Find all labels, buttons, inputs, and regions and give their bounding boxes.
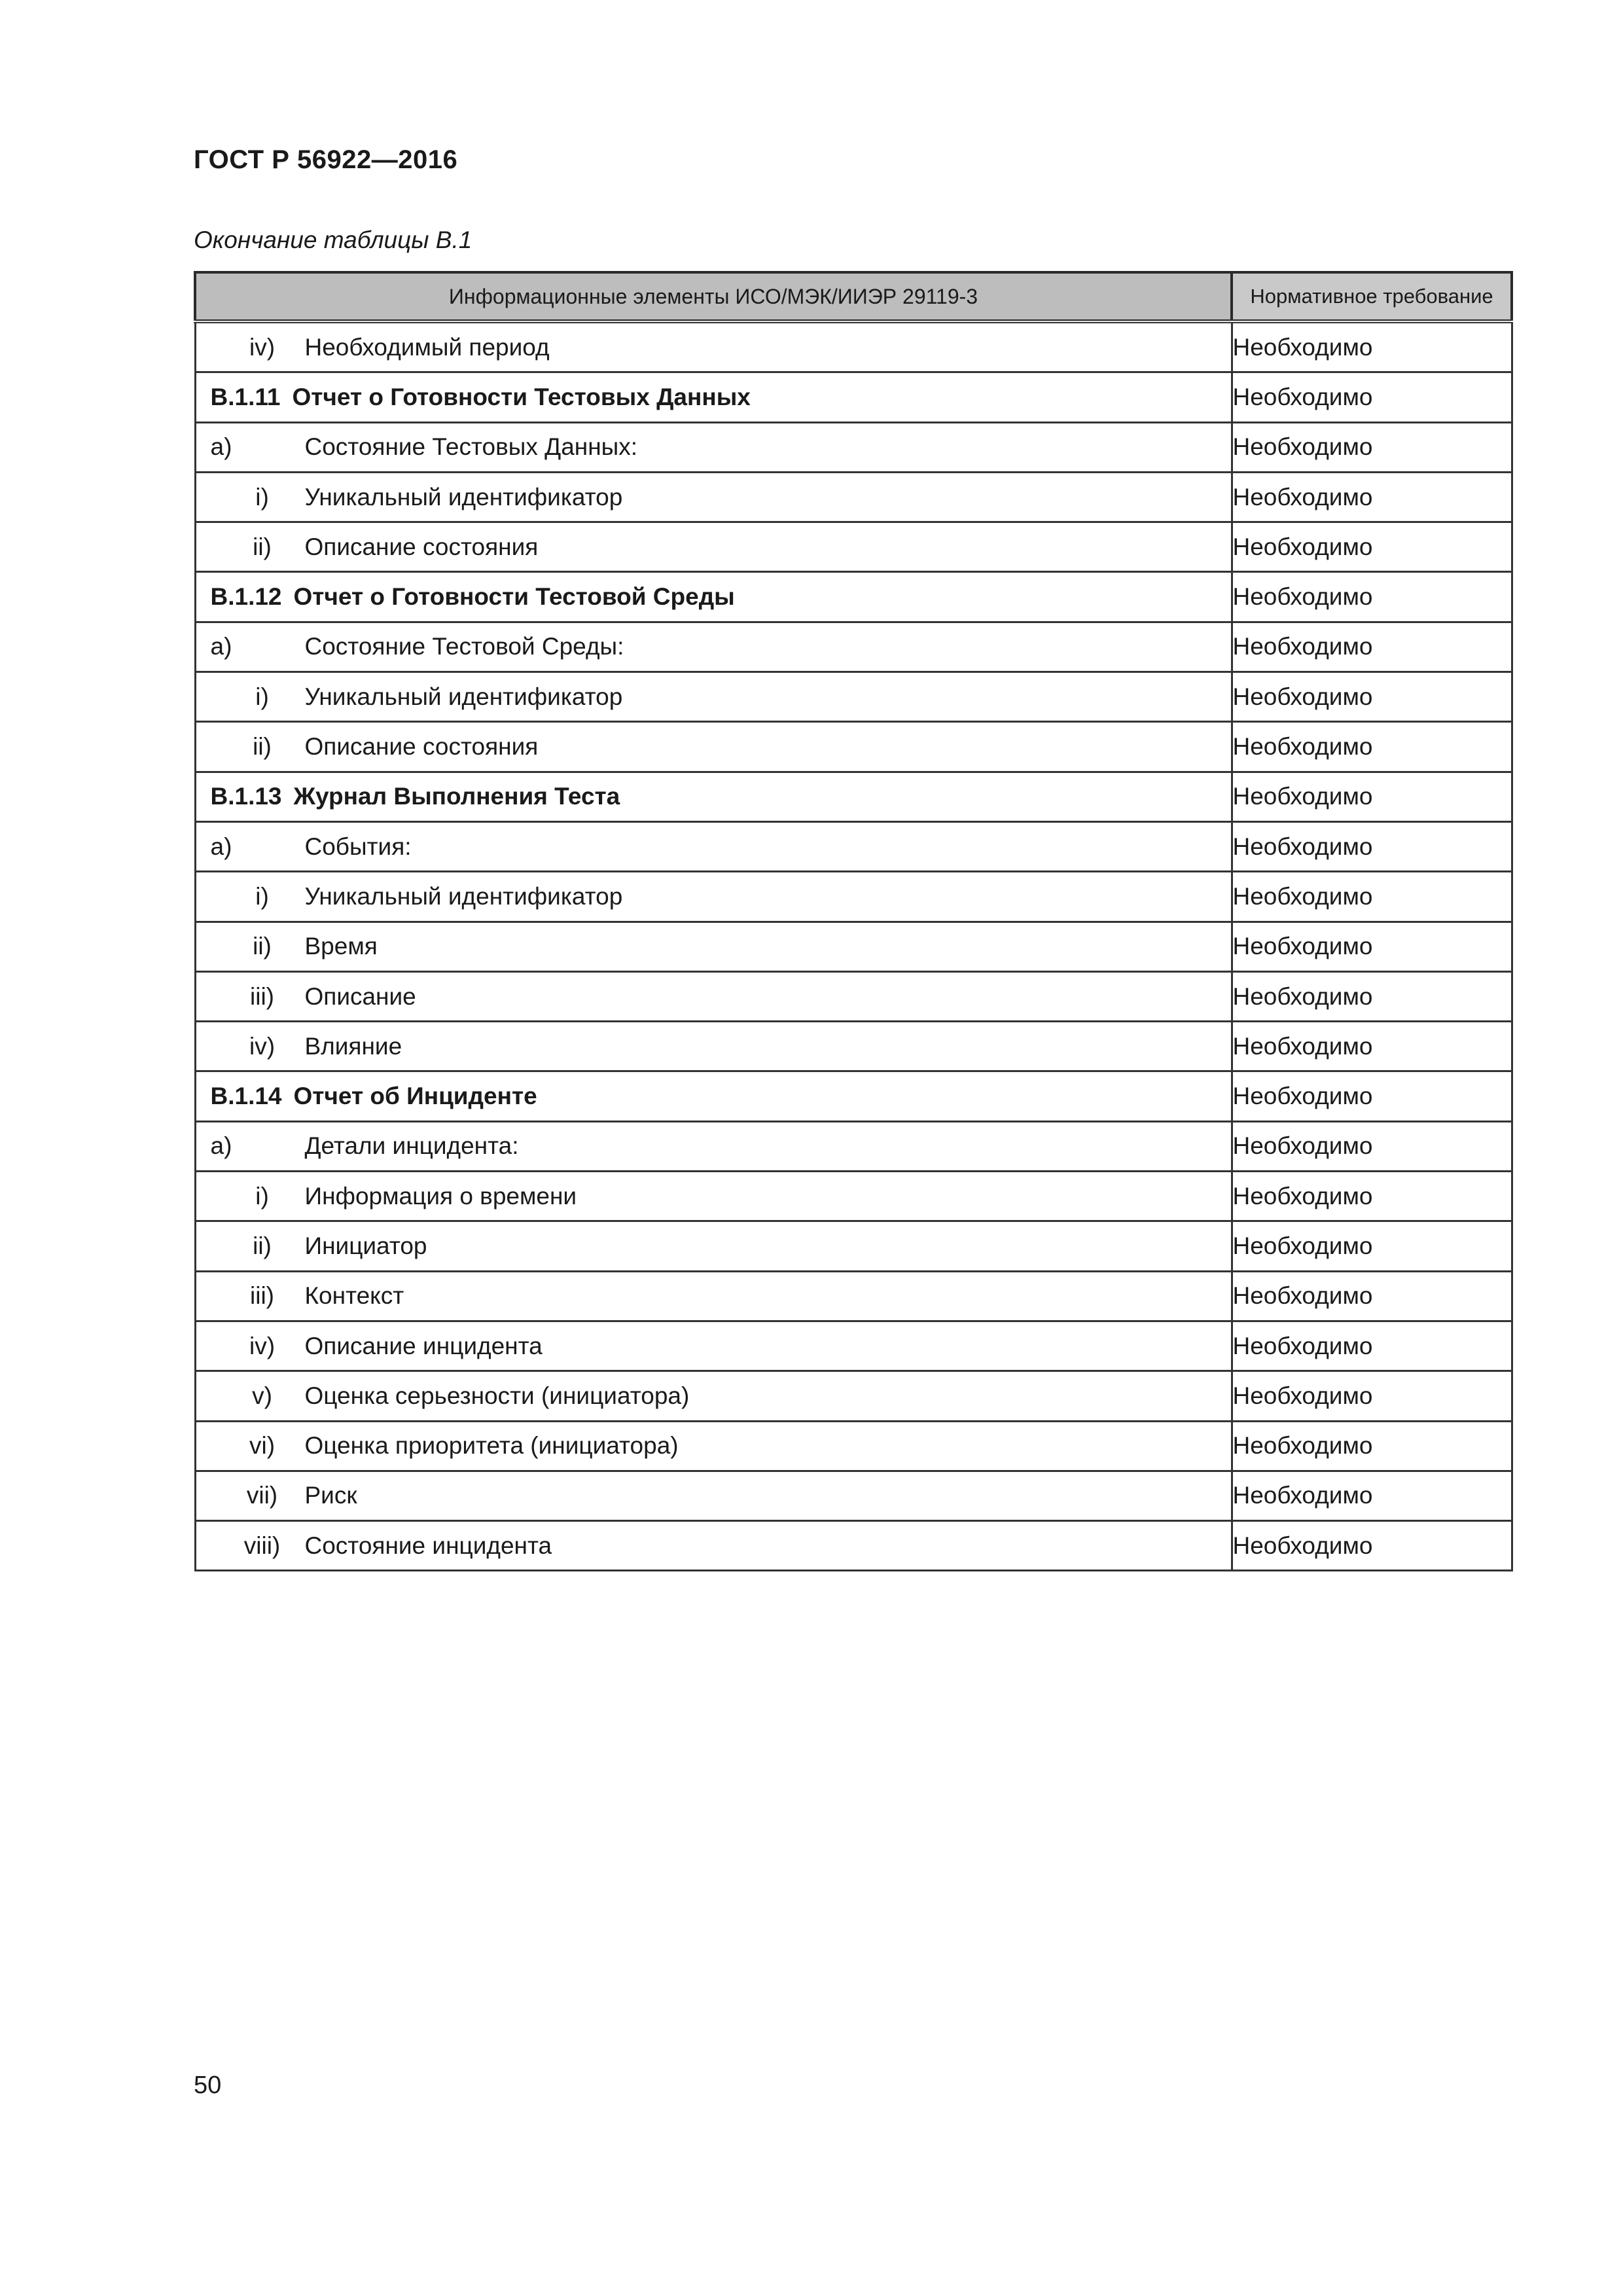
- element-label: Информация о времени: [304, 1182, 577, 1210]
- element-cell: [195, 572, 1232, 622]
- requirements-table: [194, 271, 1513, 1571]
- table-row: [195, 321, 1512, 372]
- list-marker: iv): [249, 333, 276, 361]
- section-title: Отчет о Готовности Тестовой Среды: [293, 583, 735, 611]
- requirement-cell: Необходимо: [1232, 522, 1512, 572]
- table-row: [195, 821, 1512, 871]
- element-cell: [195, 922, 1232, 971]
- element-cell-content: [196, 1072, 1231, 1120]
- section-heading: [211, 583, 735, 611]
- table-row: [195, 772, 1512, 821]
- requirement-cell: Необходимо: [1232, 372, 1512, 422]
- list-marker: iii): [250, 982, 274, 1010]
- element-cell: [195, 971, 1232, 1021]
- element-cell: [195, 722, 1232, 772]
- element-cell: [195, 1121, 1232, 1171]
- element-cell: [195, 1172, 1232, 1221]
- section-title: Отчет о Готовности Тестовых Данных: [292, 383, 751, 410]
- element-cell-content: [196, 623, 1231, 671]
- section-title: Отчет об Инциденте: [293, 1083, 537, 1110]
- element-label: Инициатор: [304, 1232, 427, 1259]
- table-header-row: [195, 272, 1512, 321]
- requirement-cell: Необходимо: [1232, 1471, 1512, 1520]
- section-heading: [211, 1083, 537, 1110]
- element-cell-content: [196, 872, 1231, 920]
- element-cell: [195, 772, 1232, 821]
- requirement-cell: Необходимо: [1232, 872, 1512, 922]
- table-row: [195, 672, 1512, 722]
- table-row: [195, 1521, 1512, 1571]
- element-cell: [195, 622, 1232, 672]
- table-caption: Окончание таблицы В.1: [194, 226, 473, 253]
- element-cell-content: [196, 1222, 1231, 1270]
- requirement-cell: Необходимо: [1232, 1271, 1512, 1321]
- element-cell-content: [196, 573, 1231, 620]
- element-label: Необходимый период: [304, 333, 550, 361]
- table-row: [195, 1121, 1512, 1171]
- element-label: Детали инцидента:: [304, 1132, 519, 1160]
- element-cell: [195, 522, 1232, 572]
- list-marker: ii): [253, 933, 272, 960]
- element-cell: [195, 1022, 1232, 1071]
- list-marker: ii): [253, 733, 272, 761]
- element-label: События:: [304, 833, 412, 860]
- element-label: Время: [304, 933, 378, 960]
- requirement-cell: Необходимо: [1232, 672, 1512, 722]
- table-row: [195, 971, 1512, 1021]
- element-cell: [195, 321, 1232, 372]
- table-row: [195, 1271, 1512, 1321]
- element-label: Риск: [304, 1482, 357, 1509]
- element-label: Описание: [304, 982, 416, 1010]
- requirement-cell: Необходимо: [1232, 1321, 1512, 1371]
- element-cell-content: [196, 1322, 1231, 1370]
- element-label: Описание инцидента: [304, 1332, 543, 1359]
- column-header-elements: Информационные элементы ИСО/МЭК/ИИЭР 29119-3: [195, 272, 1232, 321]
- element-cell-content: [196, 423, 1231, 471]
- requirement-cell: Необходимо: [1232, 1421, 1512, 1471]
- table-row: [195, 722, 1512, 772]
- element-cell: [195, 472, 1232, 522]
- element-label: Оценка приоритета (инициатора): [304, 1432, 679, 1460]
- table-body: [195, 321, 1512, 1571]
- table-row: [195, 372, 1512, 422]
- element-cell-content: [196, 1172, 1231, 1220]
- requirement-cell: Необходимо: [1232, 1121, 1512, 1171]
- element-label: Уникальный идентификатор: [304, 683, 623, 710]
- element-cell: [195, 372, 1232, 422]
- table-row: [195, 1371, 1512, 1421]
- requirement-cell: Необходимо: [1232, 772, 1512, 821]
- list-marker: a): [210, 433, 232, 461]
- element-cell: [195, 672, 1232, 722]
- element-label: Описание состояния: [304, 533, 539, 560]
- table-row: [195, 472, 1512, 522]
- element-cell: [195, 821, 1232, 871]
- table-row: [195, 1471, 1512, 1520]
- column-header-requirement: Нормативное требование: [1232, 272, 1512, 321]
- element-cell-content: [196, 1472, 1231, 1520]
- section-number: В.1.14: [210, 1083, 282, 1110]
- requirement-cell: Необходимо: [1232, 321, 1512, 372]
- element-label: Уникальный идентификатор: [304, 483, 623, 511]
- table-row: [195, 1172, 1512, 1221]
- element-cell-content: [196, 823, 1231, 870]
- element-cell: [195, 1421, 1232, 1471]
- element-cell-content: [196, 1522, 1231, 1570]
- list-marker: a): [210, 1132, 232, 1160]
- table-row: [195, 572, 1512, 622]
- section-number: В.1.11: [210, 383, 281, 410]
- requirement-cell: Необходимо: [1232, 1172, 1512, 1221]
- list-marker: vii): [246, 1482, 278, 1509]
- element-cell: [195, 872, 1232, 922]
- section-number: В.1.13: [210, 783, 282, 810]
- element-label: Контекст: [304, 1282, 404, 1310]
- element-cell-content: [196, 373, 1231, 421]
- list-marker: iv): [249, 1332, 276, 1359]
- table-row: [195, 1022, 1512, 1071]
- element-cell: [195, 1221, 1232, 1271]
- element-cell-content: [196, 673, 1231, 721]
- table-row: [195, 1221, 1512, 1271]
- list-marker: viii): [243, 1532, 281, 1559]
- requirement-cell: Необходимо: [1232, 722, 1512, 772]
- table-row: [195, 422, 1512, 472]
- list-marker: iii): [250, 1282, 274, 1310]
- section-title: Журнал Выполнения Теста: [293, 783, 620, 810]
- element-label: Оценка серьезности (инициатора): [304, 1382, 690, 1409]
- requirement-cell: Необходимо: [1232, 622, 1512, 672]
- list-marker: a): [210, 633, 232, 660]
- element-label: Состояние Тестовых Данных:: [304, 433, 638, 461]
- list-marker: iv): [249, 1032, 276, 1060]
- table-row: [195, 872, 1512, 922]
- list-marker: i): [255, 1182, 269, 1210]
- list-marker: i): [255, 483, 269, 511]
- list-marker: v): [252, 1382, 272, 1409]
- element-cell: [195, 1071, 1232, 1121]
- section-number: В.1.12: [210, 583, 282, 611]
- element-label: Влияние: [304, 1032, 402, 1060]
- element-cell: [195, 422, 1232, 472]
- requirement-cell: Необходимо: [1232, 971, 1512, 1021]
- element-cell-content: [196, 323, 1231, 371]
- element-cell-content: [196, 1022, 1231, 1070]
- requirement-cell: Необходимо: [1232, 1371, 1512, 1421]
- list-marker: vi): [249, 1432, 276, 1460]
- list-marker: i): [255, 683, 269, 710]
- element-cell-content: [196, 523, 1231, 571]
- element-label: Состояние Тестовой Среды:: [304, 633, 624, 660]
- table-row: [195, 1321, 1512, 1371]
- list-marker: a): [210, 833, 232, 860]
- requirement-cell: Необходимо: [1232, 1521, 1512, 1571]
- table-row: [195, 1421, 1512, 1471]
- element-cell: [195, 1371, 1232, 1421]
- requirement-cell: Необходимо: [1232, 422, 1512, 472]
- table-row: [195, 522, 1512, 572]
- element-cell: [195, 1321, 1232, 1371]
- element-label: Уникальный идентификатор: [304, 882, 623, 910]
- requirement-cell: Необходимо: [1232, 572, 1512, 622]
- element-label: Описание состояния: [304, 733, 539, 761]
- element-cell: [195, 1521, 1232, 1571]
- requirement-cell: Необходимо: [1232, 1221, 1512, 1271]
- list-marker: ii): [253, 1232, 272, 1259]
- element-cell-content: [196, 473, 1231, 521]
- document-id-header: ГОСТ Р 56922—2016: [194, 145, 458, 174]
- element-cell-content: [196, 1372, 1231, 1420]
- element-cell-content: [196, 1122, 1231, 1170]
- table-row: [195, 1071, 1512, 1121]
- element-cell-content: [196, 773, 1231, 821]
- section-heading: [211, 783, 620, 810]
- requirement-cell: Необходимо: [1232, 922, 1512, 971]
- table-row: [195, 622, 1512, 672]
- requirement-cell: Необходимо: [1232, 1022, 1512, 1071]
- element-cell-content: [196, 923, 1231, 971]
- element-cell-content: [196, 1272, 1231, 1320]
- element-cell-content: [196, 1422, 1231, 1470]
- element-cell-content: [196, 973, 1231, 1020]
- element-cell-content: [196, 723, 1231, 770]
- table-row: [195, 922, 1512, 971]
- element-cell: [195, 1271, 1232, 1321]
- section-heading: [211, 384, 751, 411]
- requirement-cell: Необходимо: [1232, 1071, 1512, 1121]
- requirement-cell: Необходимо: [1232, 472, 1512, 522]
- list-marker: ii): [253, 533, 272, 560]
- requirement-cell: Необходимо: [1232, 821, 1512, 871]
- list-marker: i): [255, 882, 269, 910]
- element-label: Состояние инцидента: [304, 1532, 552, 1559]
- page-number: 50: [194, 2072, 222, 2099]
- element-cell: [195, 1471, 1232, 1520]
